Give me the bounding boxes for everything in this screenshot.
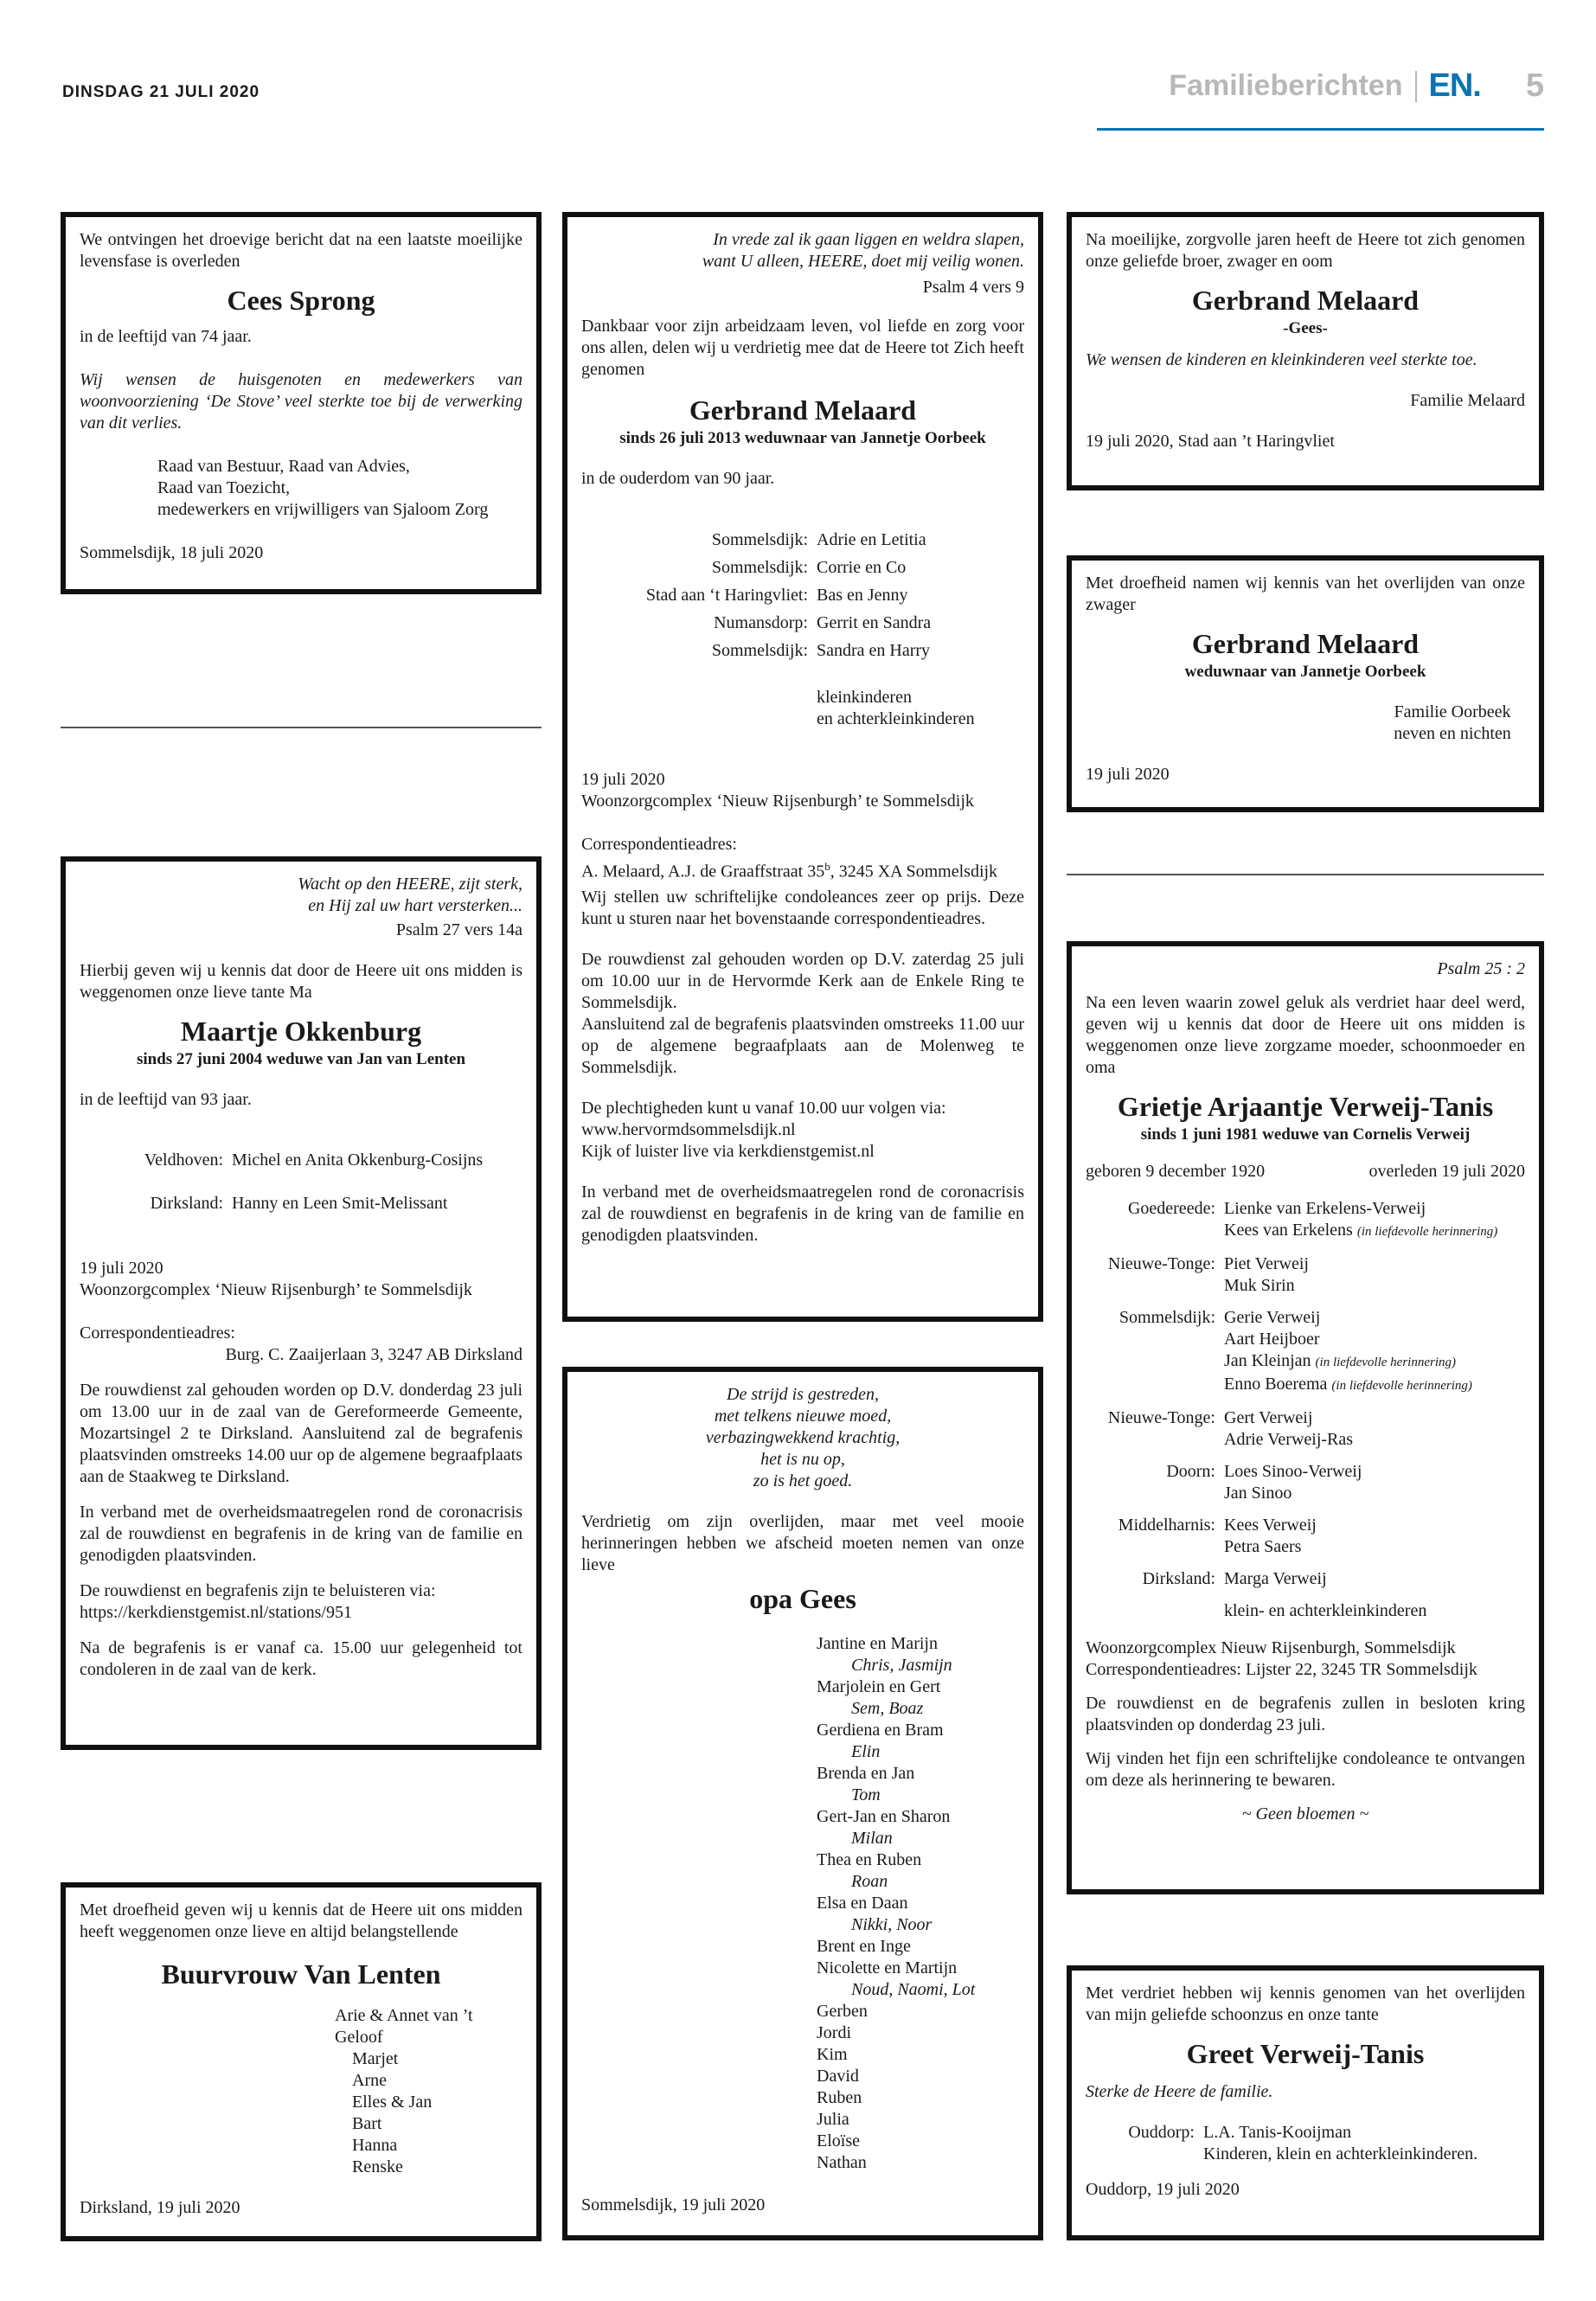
church-url: www.hervormdsommelsdijk.nl: [581, 1119, 796, 1139]
header-rule: [1097, 128, 1544, 131]
relative-row: [80, 1150, 522, 1171]
relative-row: [581, 585, 1024, 612]
deceased-name: Maartje Okkenburg: [180, 1016, 422, 1047]
location-line: Woonzorgcomplex ‘Nieuw Rijsenburgh’ te Sommelsdijk: [581, 792, 974, 811]
signers: [80, 456, 522, 521]
notice-maartje-okkenburg: [61, 856, 542, 1750]
family-children: Sem, Boaz: [851, 1699, 924, 1718]
family-couple: Brenda en Jan: [817, 1764, 915, 1783]
signer-line: Bart: [352, 2114, 382, 2133]
relative-name: Gerie Verweij: [1224, 1308, 1321, 1327]
deceased-name: opa Gees: [749, 1583, 856, 1614]
notice-gerbrand-melaard-oorbeek: [1067, 555, 1544, 812]
section-title: Familieberichten: [1169, 69, 1403, 102]
place-date: Ouddorp, 19 juli 2020: [1086, 2180, 1240, 2199]
deceased-subtitle: weduwnaar van Jannetje Oorbeek: [1184, 663, 1426, 681]
age-line: in de ouderdom van 90 jaar.: [581, 469, 775, 488]
relative-names: Corrie en Co: [817, 558, 907, 577]
deceased-name: Cees Sprong: [227, 285, 375, 316]
family-couple: Thea en Ruben: [817, 1850, 922, 1869]
family-children: Milan: [851, 1829, 893, 1848]
deceased-subtitle: sinds 27 juni 2004 weduwe van Jan van Lenten: [136, 1050, 466, 1068]
sympathy-text: We wensen de kinderen en kleinkinderen veel sterkte toe.: [1086, 350, 1477, 369]
relative-name: [1224, 1350, 1472, 1374]
sympathy-text: Wij wensen de huisgenoten en medewerkers van woonvoorziening ‘De Stove’ veel sterkte toe bij de verwerking van dit verlies.: [80, 370, 522, 433]
family-couple: Gerdiena en Bram: [817, 1721, 944, 1740]
grandchild: Kim: [817, 2045, 848, 2064]
correspondence-address-city: , 3245 XA Sommelsdijk: [830, 862, 998, 881]
location-line: Woonzorgcomplex ‘Nieuw Rijsenburgh’ te Sommelsdijk: [80, 1280, 472, 1299]
service-info: De rouwdienst zal gehouden worden op D.V. donderdag 23 juli om 13.00 uur in de zaal van de Gereformeerde Gemeente, Mozartsingel 2 te Dirksland. Aansluitend zal de begrafenis plaatsvinden omstreeks 14.00 uur op de algemene begraafplaats aan de Staakweg te Dirksland.: [80, 1381, 522, 1486]
place-date: Dirksland, 19 juli 2020: [80, 2198, 240, 2217]
relative-names: Hanny en Leen Smit-Melissant: [232, 1194, 448, 1213]
grandchildren-line: klein- en achterkleinkinderen: [1224, 1601, 1427, 1620]
location-line: Woonzorgcomplex Nieuw Rijsenburgh, Sommelsdijk: [1086, 1638, 1456, 1657]
deceased-name: Gerbrand Melaard: [1191, 628, 1420, 659]
notice-intro: Met verdriet hebben wij kennis genomen van het overlijden van mijn geliefde schoonzus en onze tante: [1086, 1984, 1525, 2024]
place-date: Sommelsdijk, 18 juli 2020: [80, 543, 264, 562]
correspondence-label: Correspondentieadres:: [581, 835, 737, 854]
notice-buurvrouw-van-lenten: [61, 1882, 542, 2241]
family-list: [581, 1633, 1024, 2174]
signer-line: medewerkers en vrijwilligers van Sjaloom Zorg: [157, 500, 489, 519]
relative-name: Lienke van Erkelens-Verweij: [1224, 1199, 1426, 1218]
place-date: 19 juli 2020, Stad aan ’t Haringvliet: [1086, 432, 1335, 451]
verse-line: verbazingwekkend krachtig,: [705, 1428, 901, 1447]
verse-line: want U alleen, HEERE, doet mij veilig wonen.: [702, 252, 1024, 271]
family-children: Tom: [851, 1785, 881, 1804]
signer-line: Elles & Jan: [352, 2093, 433, 2112]
relative-place: Middelharnis:: [1118, 1516, 1215, 1535]
relative-place: Goedereede:: [1127, 1199, 1215, 1218]
signers: [80, 2005, 522, 2178]
signer-line: neven en nichten: [1394, 724, 1511, 743]
signer-line: Hanna: [352, 2136, 398, 2155]
relative-name: Adrie Verweij-Ras: [1224, 1430, 1354, 1449]
family-children: Chris, Jasmijn: [851, 1656, 952, 1675]
relative-name: Jan Sinoo: [1224, 1484, 1292, 1503]
header-divider: [1415, 71, 1417, 102]
grandchild: David: [817, 2067, 859, 2086]
relative-place: Numansdorp:: [714, 613, 808, 632]
notice-greet-verweij-tanis: [1067, 1965, 1544, 2240]
notice-date: 19 juli 2020: [80, 1259, 163, 1278]
relative-names: Adrie en Letitia: [817, 530, 926, 549]
grandchildren-line: en achterkleinkinderen: [817, 709, 975, 728]
no-flowers-note: ~ Geen bloemen ~: [1241, 1804, 1369, 1823]
signer-line: Raad van Bestuur, Raad van Advies,: [157, 457, 410, 476]
notice-intro: Met droefheid namen wij kennis van het overlijden van onze zwager: [1086, 574, 1525, 614]
age-line: in de leeftijd van 74 jaar.: [80, 327, 252, 346]
life-dates: [1086, 1161, 1525, 1183]
grandchildren-line: kleinkinderen: [817, 688, 912, 707]
family-couple: Marjolein en Gert: [817, 1677, 941, 1696]
notice-intro: Verdrietig om zijn overlijden, maar met veel mooie herinneringen hebben we afscheid moeten nemen van onze lieve: [581, 1512, 1024, 1574]
service-info: De rouwdienst zal gehouden worden op D.V. zaterdag 25 juli om 10.00 uur in de Hervormde Kerk aan de Enkele Ring te Sommelsdijk.: [581, 949, 1024, 1012]
relative-name-text: Jan Kleinjan: [1224, 1351, 1311, 1370]
relative-group: [1086, 1568, 1525, 1590]
relative-group: [1086, 1407, 1525, 1451]
deceased-subtitle: sinds 26 juli 2013 weduwnaar van Jannetje Oorbeek: [619, 429, 986, 447]
signer-line: Arne: [352, 2071, 387, 2090]
page-header: [1169, 67, 1544, 105]
verse-line: Wacht op den HEERE, zijt sterk,: [298, 875, 522, 894]
notice-date: 19 juli 2020: [1086, 765, 1170, 784]
listen-info: De rouwdienst en begrafenis zijn te beluisteren via:: [80, 1581, 436, 1600]
condolence-info: Wij vinden het fijn een schriftelijke condoleance te ontvangen om deze als herinnering te bewaren.: [1086, 1749, 1525, 1790]
relative-group: [1086, 1253, 1525, 1297]
correspondence-address-street: A. Melaard, A.J. de Graaffstraat 35: [581, 862, 825, 881]
page-number: 5: [1525, 67, 1544, 104]
relative-name: [1224, 1220, 1497, 1243]
relative-names: Gerrit en Sandra: [817, 613, 932, 632]
relative-place: Sommelsdijk:: [1118, 1308, 1215, 1327]
relative-name: Loes Sinoo-Verweij: [1224, 1462, 1362, 1481]
grandchild: Eloïse: [817, 2131, 860, 2150]
correspondence-address: [581, 856, 1024, 883]
signer-line: Familie Oorbeek: [1394, 702, 1511, 721]
relative-name: Muk Sirin: [1224, 1276, 1295, 1295]
relative-group: [1086, 1198, 1525, 1243]
correspondence-address: Correspondentieadres: Lijster 22, 3245 TR Sommelsdijk: [1086, 1660, 1477, 1679]
condolence-info: Na de begrafenis is er vanaf ca. 15.00 uur gelegenheid tot condoleren in de zaal van de kerk.: [80, 1638, 522, 1679]
grandchild: Julia: [817, 2110, 849, 2129]
relative-name: [1224, 1374, 1472, 1397]
relative-row: [581, 612, 1024, 640]
signer-line: Renske: [352, 2157, 403, 2176]
watch-info: Kijk of luister live via kerkdienstgemist.nl: [581, 1141, 875, 1161]
sympathy-text: Sterke de Heere de familie.: [1086, 2082, 1273, 2101]
notice-intro: Dankbaar voor zijn arbeidzaam leven, vol liefde en zorg voor ons allen, delen wij u verdrietig mee dat de Heere tot Zich heeft genomen: [581, 317, 1024, 379]
signer-group: [1086, 2122, 1525, 2165]
relative-place: Nieuwe-Tonge:: [1107, 1254, 1215, 1273]
deceased-name: Gerbrand Melaard: [1191, 285, 1420, 316]
relative-name: Marga Verweij: [1224, 1569, 1327, 1588]
notice-intro: Na een leven waarin zowel geluk als verdriet haar deel werd, geven wij u kennis dat door de Heere uit ons midden is weggenomen onze lieve zorgzame moeder, schoonmoeder en oma: [1086, 993, 1525, 1077]
grandchild: Jordi: [817, 2023, 851, 2042]
relative-place: Sommelsdijk:: [711, 530, 808, 549]
family-couple: Brent en Inge: [817, 1937, 911, 1956]
column-divider: [1067, 874, 1544, 875]
signer-line: Kinderen, klein en achterkleinkinderen.: [1203, 2144, 1478, 2163]
column-divider: [61, 727, 542, 728]
family-couple: Gert-Jan en Sharon: [817, 1807, 951, 1826]
verse: [581, 1384, 1024, 1492]
relative-place: Nieuwe-Tonge:: [1107, 1408, 1215, 1427]
relative-name-text: Enno Boerema: [1224, 1375, 1328, 1394]
notice-gerbrand-melaard-main: [562, 212, 1043, 1322]
notice-intro: Met droefheid geven wij u kennis dat de Heere uit ons midden heeft weggenomen onze lieve en altijd belangstellende: [80, 1900, 522, 1941]
family-children: Noud, Naomi, Lot: [851, 1980, 976, 1999]
relative-name: Piet Verweij: [1224, 1254, 1309, 1273]
verse-reference: Psalm 4 vers 9: [922, 278, 1024, 297]
deceased-name: Gerbrand Melaard: [689, 394, 917, 426]
relatives-list: [1086, 1198, 1525, 1590]
family-couple: Jantine en Marijn: [817, 1634, 938, 1653]
correspondence-address-suffix: b: [824, 860, 830, 873]
verse-line: In vrede zal ik gaan liggen en weldra slapen,: [713, 230, 1024, 249]
deceased-name: Buurvrouw Van Lenten: [161, 1958, 441, 1990]
verse-line: met telkens nieuwe moed,: [714, 1407, 892, 1426]
signer: Familie Melaard: [1410, 391, 1525, 410]
relative-place: Dirksland:: [150, 1194, 223, 1213]
listen-url: https://kerkdienstgemist.nl/stations/951: [80, 1603, 352, 1622]
verse-line: en Hij zal uw hart versterken...: [308, 896, 522, 915]
corona-notice: In verband met de overheidsmaatregelen rond de coronacrisis zal de rouwdienst en begrafenis in de kring van de familie en genodigden plaatsvinden.: [581, 1182, 1024, 1245]
family-children: Elin: [851, 1742, 881, 1761]
relative-name: Kees Verweij: [1224, 1516, 1317, 1535]
notice-opa-gees: [562, 1367, 1043, 2240]
notice-intro: We ontvingen het droevige bericht dat na een laatste moeilijke levensfase is overleden: [80, 230, 522, 271]
signer-line: L.A. Tanis-Kooijman: [1203, 2123, 1351, 2142]
signer-place: Ouddorp:: [1128, 2123, 1195, 2142]
family-children: Roan: [851, 1872, 888, 1891]
memorial-note: (in liefdevolle herinnering): [1356, 1225, 1498, 1239]
written-condolences: Wij stellen uw schriftelijke condoleances zeer op prijs. Deze kunt u sturen naar het bovenstaande correspondentieadres.: [581, 887, 1024, 928]
memorial-note: (in liefdevolle herinnering): [1331, 1379, 1472, 1393]
relative-names: Sandra en Harry: [817, 641, 931, 660]
relative-name: Gert Verweij: [1224, 1408, 1313, 1427]
relative-name: Aart Heijboer: [1224, 1330, 1320, 1349]
deceased-name: Grietje Arjaantje Verweij-Tanis: [1117, 1091, 1494, 1122]
grandchild: Ruben: [817, 2088, 862, 2107]
notice-gerbrand-melaard-family: [1067, 212, 1544, 490]
birth-date: geboren 9 december 1920: [1086, 1162, 1266, 1181]
relative-place: Veldhoven:: [144, 1150, 223, 1170]
relative-place: Sommelsdijk:: [711, 558, 808, 577]
deceased-subtitle: -Gees-: [1283, 319, 1328, 337]
relative-place: Dirksland:: [1142, 1569, 1215, 1588]
follow-info: De plechtigheden kunt u vanaf 10.00 uur volgen via:: [581, 1098, 946, 1118]
verse-line: het is nu op,: [760, 1450, 845, 1469]
relative-place: Sommelsdijk:: [711, 641, 808, 660]
grandchildren: [581, 687, 1024, 730]
relative-names: Michel en Anita Okkenburg-Cosijns: [232, 1150, 484, 1170]
en-logo: EN.: [1428, 67, 1481, 104]
relative-row: [581, 640, 1024, 668]
notice-grietje-verweij-tanis: [1067, 941, 1544, 1894]
relative-group: [1086, 1515, 1525, 1558]
corona-notice: In verband met de overheidsmaatregelen rond de coronacrisis zal de rouwdienst en begrafenis in de kring van de familie en genodigden plaatsvinden.: [80, 1503, 522, 1565]
grandchild: Gerben: [817, 2002, 868, 2021]
deceased-subtitle: sinds 1 juni 1981 weduwe van Cornelis Verweij: [1140, 1125, 1471, 1144]
death-date: overleden 19 juli 2020: [1368, 1162, 1525, 1181]
grandchild: Nathan: [817, 2153, 867, 2172]
burial-info: Aansluitend zal de begrafenis plaatsvinden omstreeks 11.00 uur op de algemene begraafplaats aan de Molenweg te Sommelsdijk.: [581, 1014, 1024, 1077]
psalm-reference: Psalm 25 : 2: [1437, 959, 1525, 978]
notice-intro: Hierbij geven wij u kennis dat door de Heere uit ons midden is weggenomen onze lieve tante Ma: [80, 961, 522, 1002]
place-date: Sommelsdijk, 19 juli 2020: [581, 2195, 766, 2214]
relative-row: [80, 1193, 522, 1215]
memorial-note: (in liefdevolle herinnering): [1315, 1356, 1456, 1369]
relative-row: [581, 557, 1024, 585]
notice-date: 19 juli 2020: [581, 770, 665, 789]
notice-intro: Na moeilijke, zorgvolle jaren heeft de Heere tot zich genomen onze geliefde broer, zwager en oom: [1086, 230, 1525, 271]
service-info: De rouwdienst en de begrafenis zullen in besloten kring plaatsvinden op donderdag 23 juli.: [1086, 1694, 1525, 1734]
family-couple: Nicolette en Martijn: [817, 1958, 958, 1977]
correspondence-label: Correspondentieadres:: [80, 1324, 235, 1343]
notice-cees-sprong: [61, 212, 542, 594]
signer-head: Arie & Annet van ’t Geloof: [335, 2006, 473, 2047]
signer-line: Marjet: [352, 2049, 399, 2068]
relative-group: [1086, 1307, 1525, 1397]
verse-line: De strijd is gestreden,: [727, 1385, 879, 1404]
age-line: in de leeftijd van 93 jaar.: [80, 1090, 252, 1109]
relative-place: Doorn:: [1166, 1462, 1215, 1481]
signer-line: Raad van Toezicht,: [157, 478, 291, 497]
signers: [1086, 702, 1525, 745]
relative-place: Stad aan ‘t Haringvliet:: [645, 586, 808, 605]
relative-name-text: Kees van Erkelens: [1224, 1221, 1353, 1240]
family-couple: Elsa en Daan: [817, 1894, 908, 1913]
page-date: DINSDAG 21 JULI 2020: [62, 83, 260, 101]
relatives-list: [581, 529, 1024, 668]
relative-names: Bas en Jenny: [817, 586, 908, 605]
deceased-name: Greet Verweij-Tanis: [1186, 2038, 1425, 2069]
correspondence-address: Burg. C. Zaaijerlaan 3, 3247 AB Dirksland: [225, 1345, 522, 1364]
relative-name: Petra Saers: [1224, 1537, 1302, 1556]
verse-reference: Psalm 27 vers 14a: [395, 920, 522, 939]
verse-line: zo is het goed.: [753, 1471, 853, 1490]
relative-group: [1086, 1461, 1525, 1504]
family-children: Nikki, Noor: [851, 1915, 933, 1934]
relative-row: [581, 529, 1024, 557]
